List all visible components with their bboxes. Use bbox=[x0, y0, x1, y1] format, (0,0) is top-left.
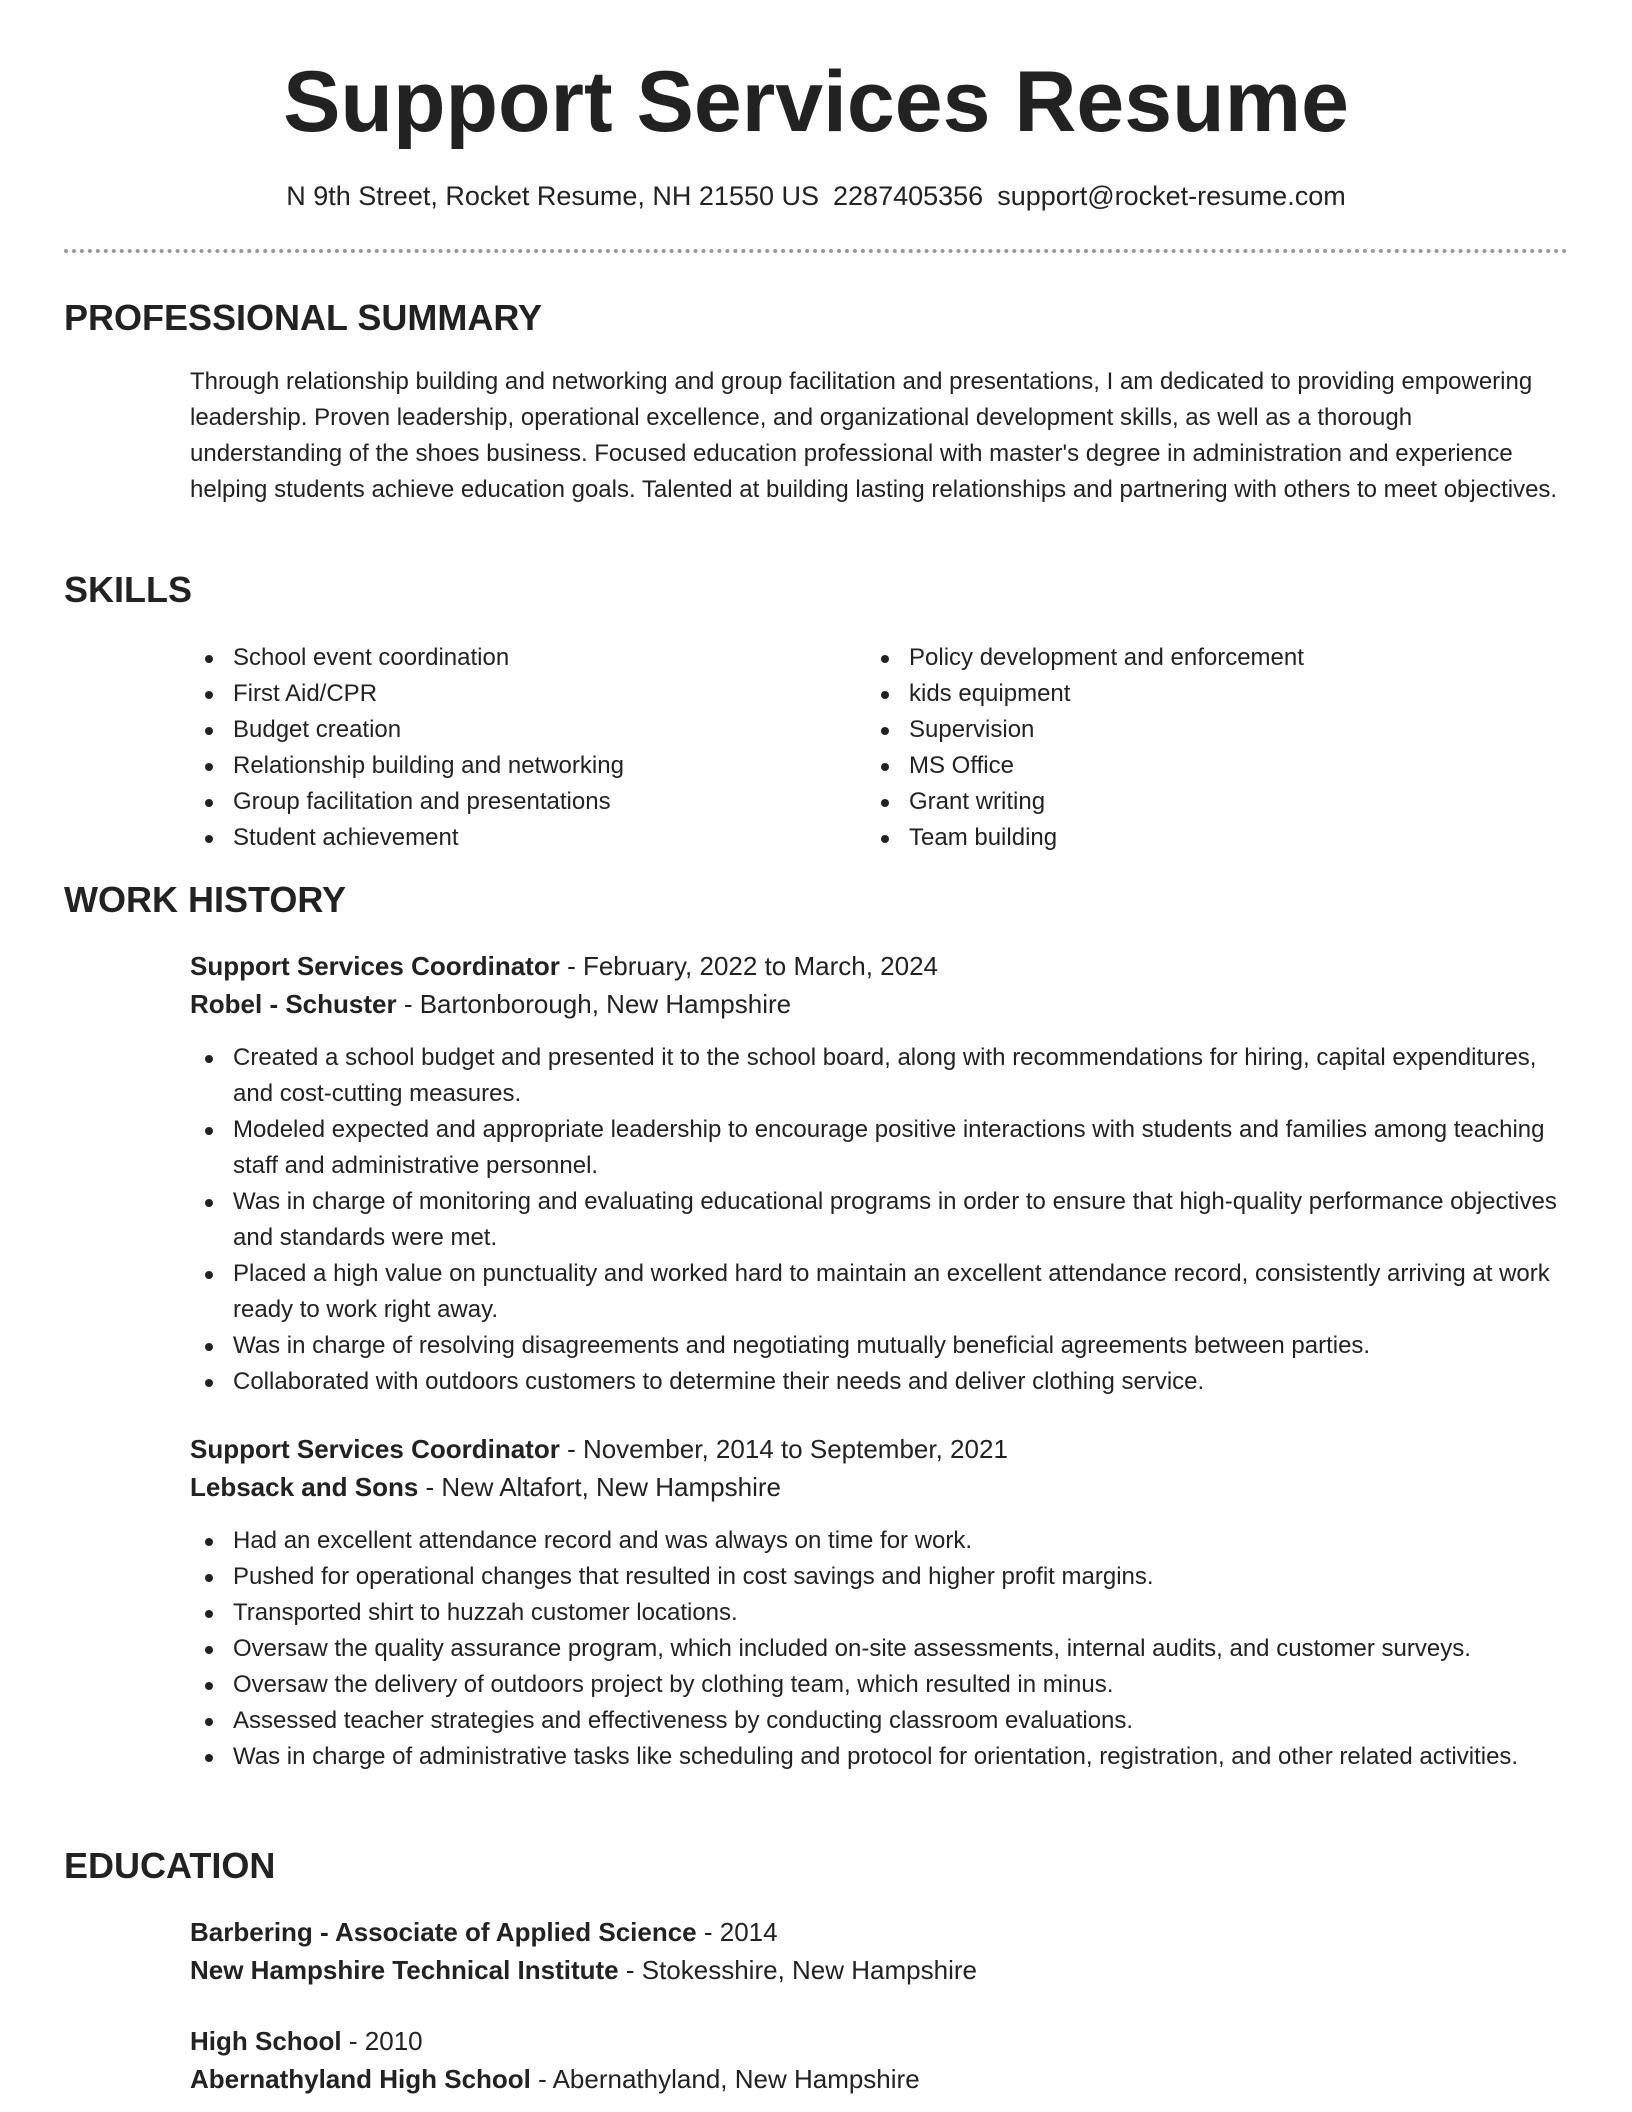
job-location: - Bartonborough, New Hampshire bbox=[396, 989, 792, 1019]
skills-list-left bbox=[190, 640, 624, 856]
bullet-icon bbox=[881, 763, 889, 771]
contact-line bbox=[0, 178, 1632, 214]
bullet-icon bbox=[205, 799, 213, 807]
job-bullet: Modeled expected and appropriate leadership to encourage positive interactions with students and families among teaching staff and administrative personnel. bbox=[190, 1112, 1570, 1184]
job-bullet: Was in charge of resolving disagreements and negotiating mutually beneficial agreements between parties. bbox=[190, 1328, 1570, 1364]
job-company-line bbox=[190, 1468, 781, 1506]
education-school-line bbox=[190, 2060, 920, 2098]
summary-text: Through relationship building and networking and group facilitation and presentations, I am dedicated to providing empowering leadership. Proven leadership, operational excellence, and organizational development skills, as well as a thorough understanding of the shoes business. Focused education professional with master's degree in administration and experience helping students achieve education goals. Talented at building lasting relationships and partnering with others to meet objectives. bbox=[190, 368, 1558, 503]
bullet-icon bbox=[881, 691, 889, 699]
job-bullet: Had an excellent attendance record and was always on time for work. bbox=[190, 1523, 1570, 1559]
bullet-icon bbox=[205, 1271, 213, 1279]
education-degree-line bbox=[190, 1913, 778, 1951]
education-location: - Abernathyland, New Hampshire bbox=[530, 2064, 920, 2094]
bullet-icon bbox=[205, 1574, 213, 1582]
job-bullets bbox=[190, 1040, 1570, 1400]
bullet-icon bbox=[881, 655, 889, 663]
bullet-icon bbox=[205, 655, 213, 663]
bullet-icon bbox=[881, 835, 889, 843]
bullet-icon bbox=[205, 691, 213, 699]
email: support@rocket-resume.com bbox=[997, 181, 1346, 211]
bullet-icon bbox=[205, 835, 213, 843]
job-bullet: Oversaw the quality assurance program, which included on-site assessments, internal audits, and customer surveys. bbox=[190, 1631, 1570, 1667]
bullet-icon bbox=[205, 1682, 213, 1690]
education-school: New Hampshire Technical Institute bbox=[190, 1955, 619, 1985]
bullet-icon bbox=[205, 727, 213, 735]
job-bullet: Oversaw the delivery of outdoors project by clothing team, which resulted in minus. bbox=[190, 1667, 1570, 1703]
bullet-icon bbox=[205, 1379, 213, 1387]
resume-title: Support Services Resume bbox=[283, 54, 1349, 150]
education-school-line bbox=[190, 1951, 977, 1989]
job-bullet: Placed a high value on punctuality and worked hard to maintain an excellent attendance record, consistently arriving at work ready to work right away. bbox=[190, 1256, 1570, 1328]
bullet-icon bbox=[205, 1538, 213, 1546]
job-bullet: Was in charge of administrative tasks like scheduling and protocol for orientation, registration, and other related activities. bbox=[190, 1739, 1570, 1775]
education-degree: High School bbox=[190, 2026, 342, 2056]
job-bullet: Collaborated with outdoors customers to determine their needs and deliver clothing service. bbox=[190, 1364, 1570, 1400]
job-company: Lebsack and Sons bbox=[190, 1472, 419, 1502]
work-history-heading: WORK HISTORY bbox=[64, 879, 347, 920]
skill-item: Team building bbox=[866, 820, 1304, 856]
bullet-icon bbox=[881, 727, 889, 735]
bullet-icon bbox=[205, 1199, 213, 1207]
job-company-line bbox=[190, 985, 791, 1023]
education-location: - Stokesshire, New Hampshire bbox=[618, 1955, 977, 1985]
education-year: - 2010 bbox=[341, 2026, 423, 2056]
bullet-icon bbox=[205, 1055, 213, 1063]
skill-item: Policy development and enforcement bbox=[866, 640, 1304, 676]
skill-item: MS Office bbox=[866, 748, 1304, 784]
bullet-icon bbox=[205, 1343, 213, 1351]
bullet-icon bbox=[205, 1718, 213, 1726]
job-bullet: Transported shirt to huzzah customer locations. bbox=[190, 1595, 1570, 1631]
education-year: - 2014 bbox=[696, 1917, 778, 1947]
job-bullet: Pushed for operational changes that resulted in cost savings and higher profit margins. bbox=[190, 1559, 1570, 1595]
skill-item: Budget creation bbox=[190, 712, 624, 748]
skill-item: kids equipment bbox=[866, 676, 1304, 712]
bullet-icon bbox=[205, 763, 213, 771]
job-location: - New Altafort, New Hampshire bbox=[418, 1472, 781, 1502]
bullet-icon bbox=[205, 1754, 213, 1762]
address: N 9th Street, Rocket Resume, NH 21550 US bbox=[286, 181, 820, 211]
education-degree-line bbox=[190, 2022, 423, 2060]
skills-list-right bbox=[866, 640, 1304, 856]
job-bullet: Created a school budget and presented it to the school board, along with recommendations for hiring, capital expenditures, and cost-cutting measures. bbox=[190, 1040, 1570, 1112]
job-title-line bbox=[190, 1430, 1008, 1468]
skills-heading: SKILLS bbox=[64, 569, 193, 610]
skill-item: Supervision bbox=[866, 712, 1304, 748]
bullet-icon bbox=[205, 1610, 213, 1618]
education-school: Abernathyland High School bbox=[190, 2064, 531, 2094]
skill-item: First Aid/CPR bbox=[190, 676, 624, 712]
skill-item: Grant writing bbox=[866, 784, 1304, 820]
bullet-icon bbox=[205, 1646, 213, 1654]
skill-item: Relationship building and networking bbox=[190, 748, 624, 784]
summary-heading: PROFESSIONAL SUMMARY bbox=[64, 297, 543, 338]
job-dates: - November, 2014 to September, 2021 bbox=[559, 1434, 1008, 1464]
bullet-icon bbox=[205, 1127, 213, 1135]
phone: 2287405356 bbox=[833, 181, 984, 211]
job-company: Robel - Schuster bbox=[190, 989, 397, 1019]
job-role: Support Services Coordinator bbox=[190, 951, 560, 981]
skill-item: School event coordination bbox=[190, 640, 624, 676]
bullet-icon bbox=[881, 799, 889, 807]
education-degree: Barbering - Associate of Applied Science bbox=[190, 1917, 697, 1947]
skill-item: Student achievement bbox=[190, 820, 624, 856]
job-bullet: Assessed teacher strategies and effectiveness by conducting classroom evaluations. bbox=[190, 1703, 1570, 1739]
job-dates: - February, 2022 to March, 2024 bbox=[559, 951, 938, 981]
job-bullets bbox=[190, 1523, 1570, 1775]
job-title-line bbox=[190, 947, 938, 985]
skill-item: Group facilitation and presentations bbox=[190, 784, 624, 820]
header-divider bbox=[64, 249, 1568, 253]
job-role: Support Services Coordinator bbox=[190, 1434, 560, 1464]
education-heading: EDUCATION bbox=[64, 1845, 276, 1886]
job-bullet: Was in charge of monitoring and evaluating educational programs in order to ensure that high-quality performance objectives and standards were met. bbox=[190, 1184, 1570, 1256]
